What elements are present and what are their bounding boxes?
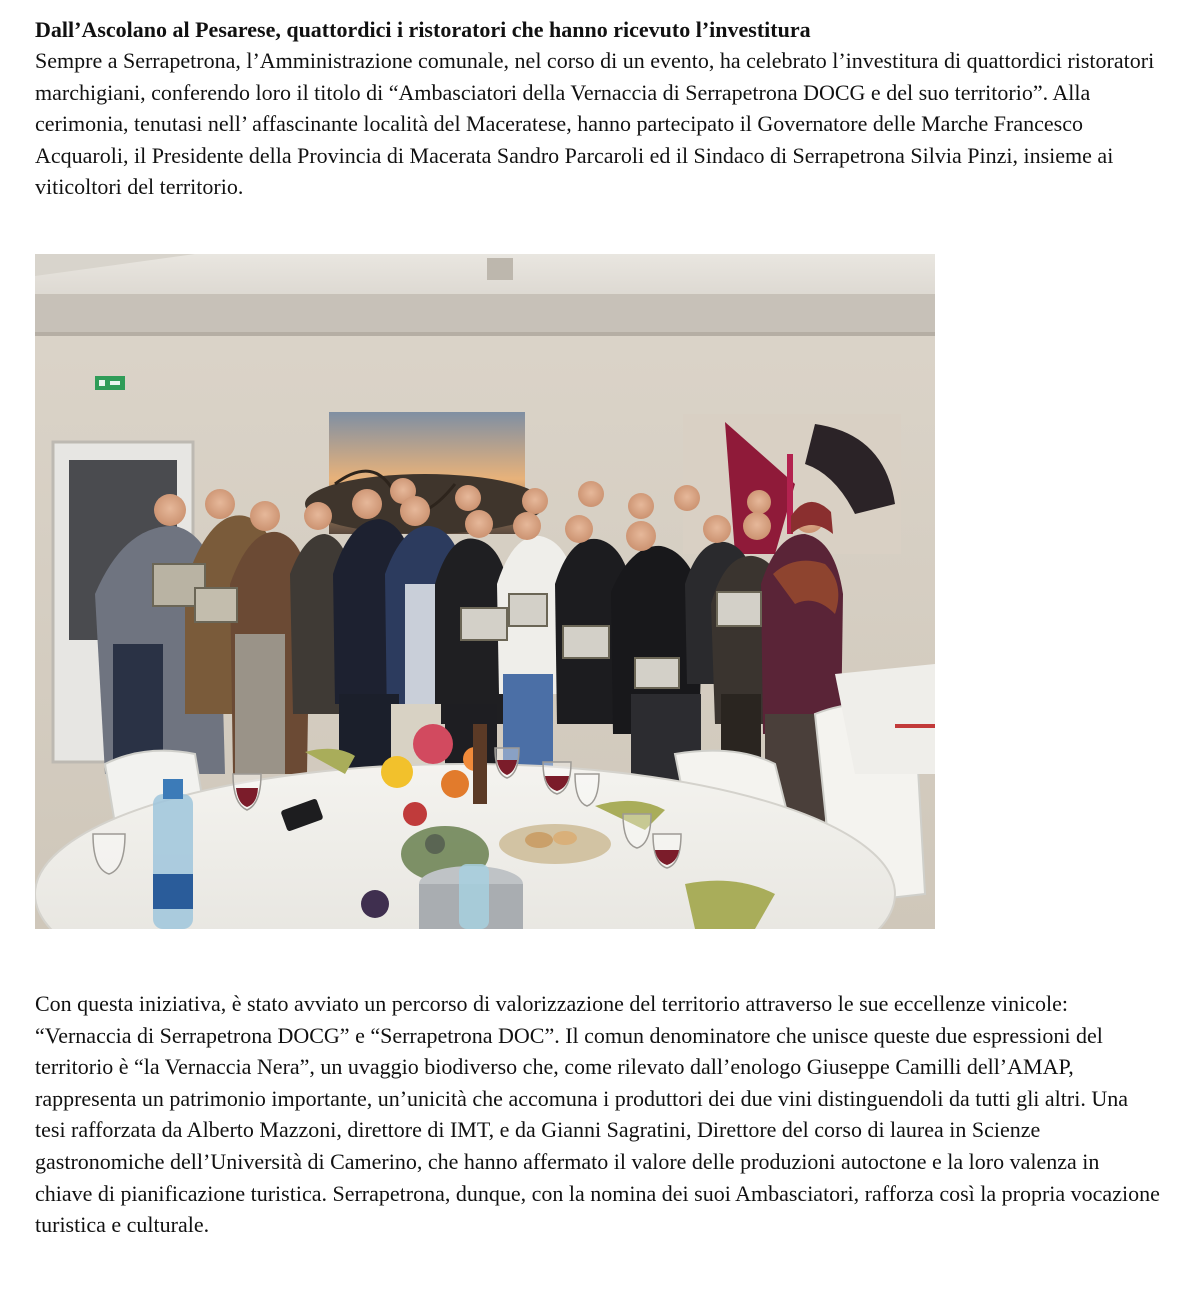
- article-header: [35, 14, 1160, 203]
- article-paragraph-2: Con questa iniziativa, è stato avviato un percorso di valorizzazione del territorio attraverso le sue eccellenze vinicole: “Vernaccia di Serrapetrona DOCG” e “Serrapetrona DOC”. Il comun denominatore che unisce queste due espressioni del territorio è “la Vernaccia Nera”, un uvaggio biodiverso che, come rilevato dall’enologo Giuseppe Camilli dell’AMAP, rappresenta un patrimonio importante, un’unicità che accomuna i produttori dei due vini distinguendoli da tutti gli altri. Una tesi rafforzata da Alberto Mazzoni, direttore di IMT, e da Gianni Sagratini, Direttore del corso di laurea in Scienze gastronomiche dell’Università di Camerino, che hanno affermato il valore delle produzioni autoctone e la loro valenza in chiave di pianificazione turistica. Serrapetrona, dunque, con la nomina dei suoi Ambasciatori, rafforza così la propria vocazione turistica e culturale.: [35, 991, 1160, 1238]
- article-paragraph-1: Sempre a Serrapetrona, l’Amministrazione comunale, nel corso di un evento, ha celebrato l’investitura di quattordici ristoratori marchigiani, conferendo loro il titolo di “Ambasciatori della Vernaccia di Serrapetrona DOCG e del suo territorio”. Alla cerimonia, tenutasi nell’ affascinante località del Maceratese, hanno partecipato il Governatore delle Marche Francesco Acquaroli, il Presidente della Provincia di Macerata Sandro Parcaroli ed il Sindaco di Serrapetrona Silvia Pinzi, insieme ai viticoltori del territorio.: [35, 48, 1155, 200]
- event-photo: [35, 254, 935, 929]
- article-headline: Dall’Ascolano al Pesarese, quattordici i ristoratori che hanno ricevuto l’investitura: [35, 17, 811, 42]
